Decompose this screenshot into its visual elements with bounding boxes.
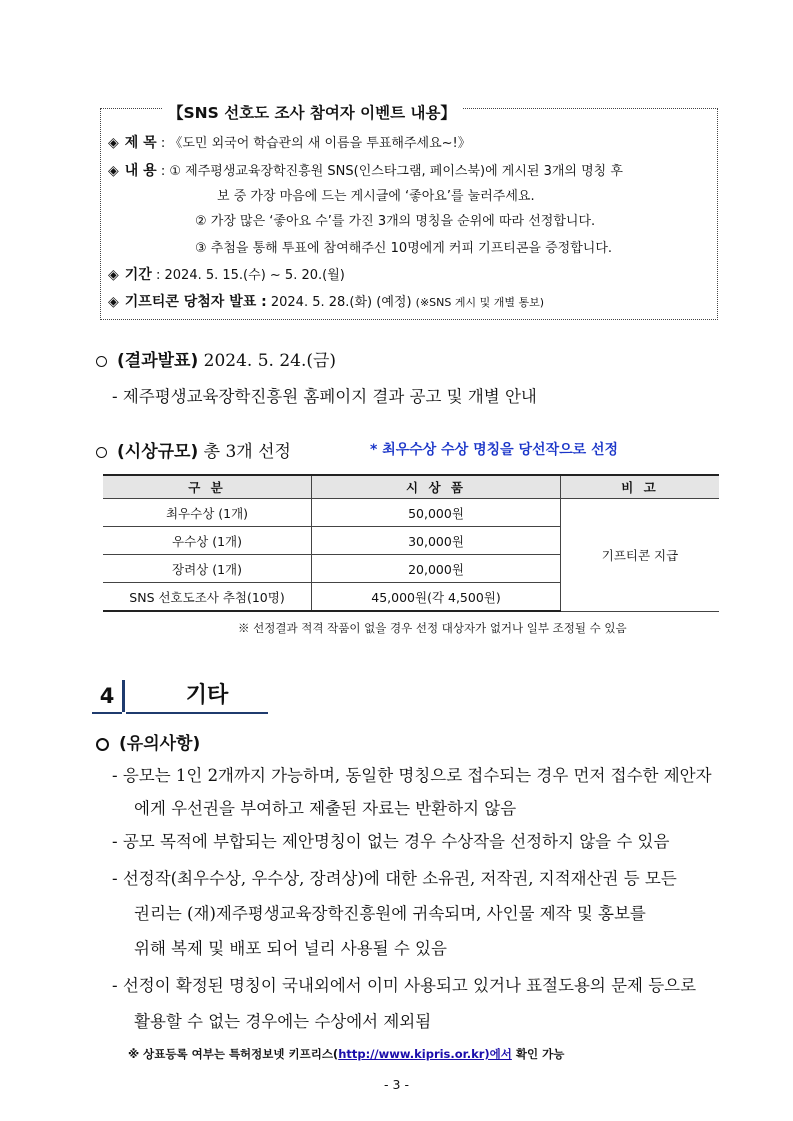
table-cell-remark: 기프티콘 지급 bbox=[561, 499, 720, 612]
table-cell-prize: 50,000원 bbox=[312, 499, 561, 527]
section-title: 기타 bbox=[185, 683, 229, 708]
notes-item4b: 활용할 수 없는 경우에는 수상에서 제외됨 bbox=[134, 1012, 432, 1031]
event-content-1b: 보 중 가장 마음에 드는 게시글에 ‘좋아요’를 눌러주세요. bbox=[217, 189, 535, 204]
table-cell-category: 우수상 (1개) bbox=[103, 527, 312, 555]
table-cell-prize: 20,000원 bbox=[312, 555, 561, 583]
kipris-link[interactable]: http://www.kipris.or.kr)에서 bbox=[338, 1047, 512, 1061]
diamond-bullet-icon: ◈ bbox=[108, 294, 119, 310]
event-title-row: ◈ 제 목 : 《도민 외국어 학습관의 새 이름을 투표해주세요~!》 bbox=[108, 135, 471, 151]
table-cell-category: SNS 선호도조사 추첨(10명) bbox=[103, 583, 312, 612]
result-label: (결과발표) bbox=[117, 351, 199, 371]
event-content-1a: ① 제주평생교육장학진흥원 SNS(인스타그램, 페이스북)에 게시된 3개의 명칭 후 bbox=[169, 164, 623, 179]
notes-item2: - 공모 목적에 부합되는 제안명칭이 없는 경우 수상작을 선정하지 않을 수 있음 bbox=[112, 832, 670, 851]
table-cell-category: 최우수상 (1개) bbox=[103, 499, 312, 527]
notes-item1b: 에게 우선권을 부여하고 제출된 자료는 반환하지 않음 bbox=[134, 799, 517, 818]
table-header-row bbox=[103, 475, 719, 499]
circle-bullet-icon bbox=[96, 356, 107, 367]
trademark-prefix: ※ 상표등록 여부는 특허정보넷 키프리스( bbox=[128, 1047, 339, 1061]
event-period-value: 2024. 5. 15.(수) ~ 5. 20.(월) bbox=[164, 268, 345, 283]
section-underline bbox=[126, 712, 268, 714]
notes-heading bbox=[96, 729, 200, 754]
trademark-suffix: 확인 가능 bbox=[511, 1047, 565, 1061]
event-period-label: 기간 bbox=[124, 267, 152, 283]
table-row bbox=[103, 499, 719, 527]
event-title-value: 《도민 외국어 학습관의 새 이름을 투표해주세요~!》 bbox=[169, 136, 471, 151]
event-content-row: ◈ 내 용 : ① 제주평생교육장학진흥원 SNS(인스타그램, 페이스북)에 게시된 3개의 명칭 후 bbox=[108, 163, 623, 179]
notes-item4a: - 선정이 확정된 명칭이 국내외에서 이미 사용되고 있거나 표절도용의 문제 등으로 bbox=[112, 976, 697, 995]
award-highlight: * 최우수상 수상 명칭을 당선작으로 선정 bbox=[370, 442, 619, 458]
notes-item3b: 권리는 (재)제주평생교육장학진흥원에 귀속되며, 사인물 제작 및 홍보를 bbox=[134, 904, 646, 923]
award-footnote: ※ 선정결과 적격 작품이 없을 경우 선정 대상자가 없거나 일부 조정될 수 있음 bbox=[238, 621, 627, 635]
diamond-bullet-icon: ◈ bbox=[108, 135, 119, 151]
award-label: (시상규모) bbox=[117, 442, 199, 462]
notes-item1a: - 응모는 1인 2개까지 가능하며, 동일한 명칭으로 접수되는 경우 먼저 접수한 제안자 bbox=[112, 766, 712, 785]
result-detail: - 제주평생교육장학진흥원 홈페이지 결과 공고 및 개별 안내 bbox=[112, 387, 537, 406]
table-cell-prize: 45,000원(각 4,500원) bbox=[312, 583, 561, 612]
event-announce-label: 기프티콘 당첨자 발표 : bbox=[124, 294, 267, 310]
circle-bullet-icon bbox=[96, 447, 107, 458]
table-header-remark: 비 고 bbox=[561, 475, 720, 499]
diamond-bullet-icon: ◈ bbox=[108, 267, 119, 283]
award-heading bbox=[96, 437, 291, 462]
diamond-bullet-icon: ◈ bbox=[108, 163, 119, 179]
result-heading bbox=[96, 346, 336, 371]
notes-label: (유의사항) bbox=[119, 734, 201, 754]
event-box-title: 【SNS 선호도 조사 참여자 이벤트 내용】 bbox=[162, 101, 462, 123]
table-header-category: 구 분 bbox=[103, 475, 312, 499]
award-count: 총 3개 선정 bbox=[203, 442, 291, 462]
table-header-prize: 시 상 품 bbox=[312, 475, 561, 499]
table-cell-category: 장려상 (1개) bbox=[103, 555, 312, 583]
event-period-row: ◈ 기간 : 2024. 5. 15.(수) ~ 5. 20.(월) bbox=[108, 267, 345, 283]
section-number: 4 bbox=[92, 680, 125, 712]
event-announce-value: 2024. 5. 28.(화) (예정) bbox=[270, 295, 412, 310]
event-title-label: 제 목 bbox=[124, 135, 157, 151]
event-content-3: ③ 추첨을 통해 투표에 참여해주신 10명에게 커피 기프티콘을 증정합니다. bbox=[195, 241, 613, 256]
table-cell-prize: 30,000원 bbox=[312, 527, 561, 555]
event-content-label: 내 용 bbox=[124, 163, 157, 179]
notes-item3c: 위해 복제 및 배포 되어 널리 사용될 수 있음 bbox=[134, 939, 447, 958]
award-table bbox=[103, 474, 719, 612]
event-announce-note: (※SNS 게시 및 개별 통보) bbox=[415, 296, 545, 309]
notes-item3a: - 선정작(최우수상, 우수상, 장려상)에 대한 소유권, 저작권, 지적재산권 등 모든 bbox=[112, 869, 677, 888]
circle-bullet-icon bbox=[96, 738, 109, 751]
result-date: 2024. 5. 24.(금) bbox=[203, 351, 337, 371]
event-content-2: ② 가장 많은 ‘좋아요 수’를 가진 3개의 명칭을 순위에 따라 선정합니다. bbox=[195, 214, 596, 229]
event-announce-row bbox=[108, 291, 544, 311]
page-number: - 3 - bbox=[384, 1077, 409, 1092]
trademark-note bbox=[128, 1046, 564, 1062]
section-number-underline bbox=[92, 712, 122, 714]
